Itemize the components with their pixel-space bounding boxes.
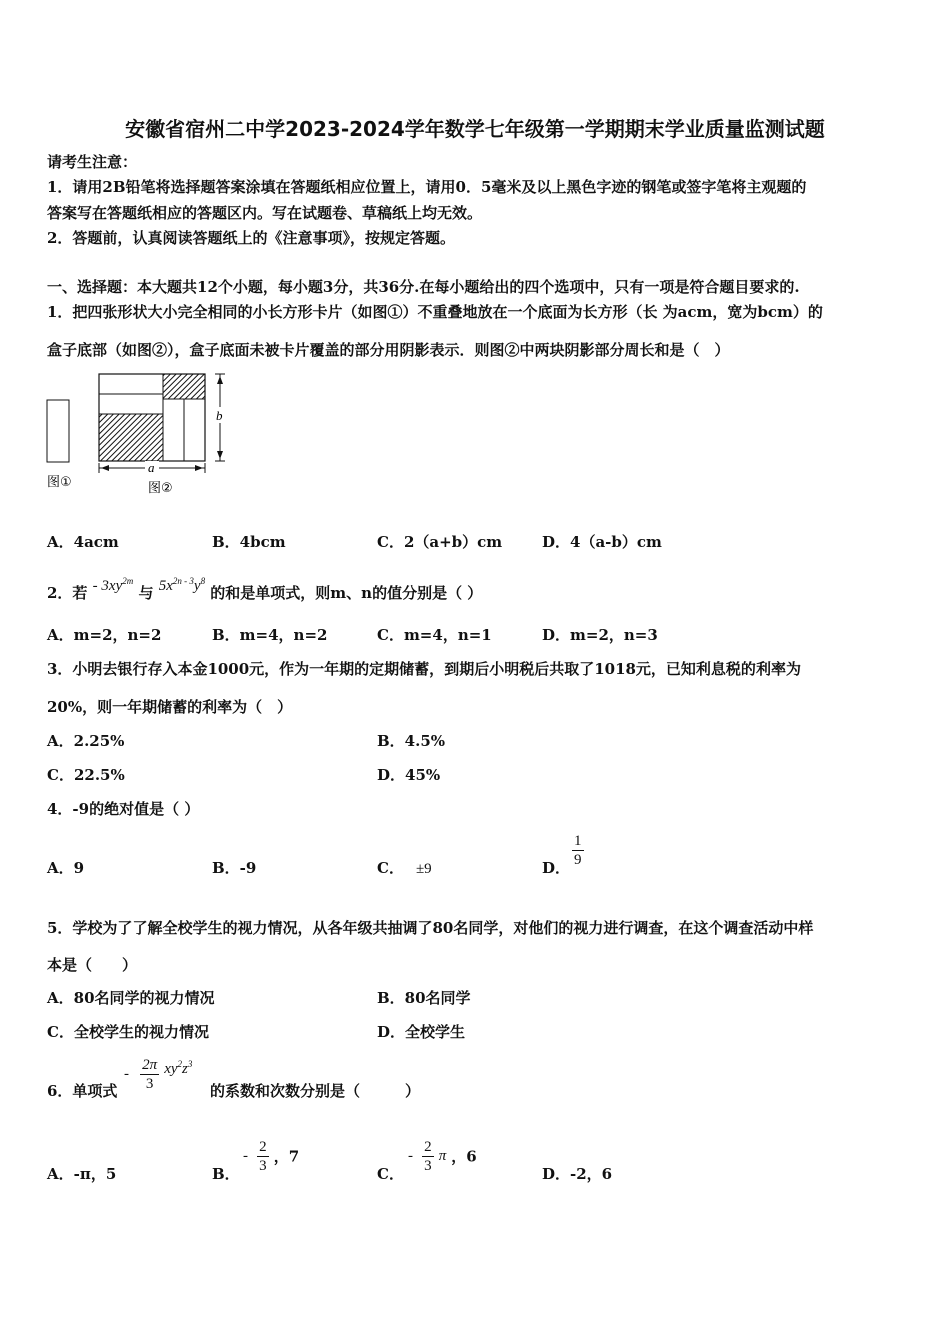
fig2-card-middle — [99, 394, 163, 414]
q3-text-line-2: 20%，则一年期储蓄的利率为（ ） — [47, 698, 293, 716]
q6-monomial: - $\frac{2\pi}{3}$ $xy^2z^3$ — [124, 1057, 193, 1092]
q2-suffix: 的和是单项式，则m、n的值分别是（ ） — [210, 584, 483, 602]
q2-option-a: A．m=2，n=2 — [47, 626, 162, 644]
q2-connector: 与 — [138, 584, 154, 602]
q5-option-a: A．80名同学的视力情况 — [47, 989, 215, 1007]
fig2-card-top — [99, 374, 163, 394]
q6-option-b-value: - $\frac{2}{3}$ ，7 — [243, 1139, 300, 1174]
q4-option-b: B．-9 — [212, 859, 257, 877]
q1-text-line-2: 盒子底部（如图②），盒子底面未被卡片覆盖的部分用阴影表示．则图②中两块阴影部分周长和是（ ） — [47, 341, 730, 359]
q6-option-b-label: B． — [212, 1165, 240, 1183]
q6-option-a: A．-π，5 — [47, 1165, 117, 1183]
q4-option-c: C． ±9 — [377, 859, 432, 877]
page-title: 安徽省宿州二中学2023-2024学年数学七年级第一学期期末学业质量监测试题 — [125, 117, 825, 141]
q1-option-a: A．4acm — [47, 533, 119, 551]
q2-option-d: D．m=2，n=3 — [542, 626, 658, 644]
q2-option-c: C．m=4，n=1 — [377, 626, 492, 644]
q2-option-b: B．m=4，n=2 — [212, 626, 328, 644]
q3-option-c: C．22.5% — [47, 766, 125, 784]
q4-option-d-fraction: $\frac{1}{9}$ — [574, 833, 582, 868]
q3-option-a: A．2.25% — [47, 732, 125, 750]
q6-option-c-value: - $\frac{2}{3}$ π ，6 — [408, 1139, 477, 1174]
q5-option-b: B．80名同学 — [377, 989, 471, 1007]
fig2-a-label: a — [148, 460, 155, 475]
q1-option-b: B．4bcm — [212, 533, 286, 551]
q4-question: 4．-9的绝对值是（ ） — [47, 800, 200, 818]
q2-term-1: - $3xy^{2m}$ — [92, 576, 134, 594]
q2-question — [47, 576, 483, 604]
q1-option-c: C．2（a+b）cm — [377, 533, 503, 551]
q3-option-d: D．45% — [377, 766, 441, 784]
fig1-card — [47, 400, 69, 462]
fig2-card-vertical-2 — [184, 399, 205, 461]
fig2-label: 图② — [148, 481, 173, 496]
notice-heading: 请考生注意： — [47, 153, 138, 171]
fig2-shade-left — [99, 414, 163, 461]
q6-suffix: 的系数和次数分别是（ ） — [210, 1082, 421, 1100]
notice-line-1b: 答案写在答题纸相应的答题区内。写在试题卷、草稿纸上均无效。 — [47, 204, 483, 222]
q3-text-line-1: 3．小明去银行存入本金1000元，作为一年期的定期储蓄，到期后小明税后共取了1018元，已知利息税的利率为 — [47, 660, 801, 678]
q1-text-line-1: 1．把四张形状大小完全相同的小长方形卡片（如图①）不重叠地放在一个底面为长方形（长 为acm，宽为bcm）的 — [47, 303, 823, 321]
q6-option-d: D．-2，6 — [542, 1165, 613, 1183]
q4-option-a: A．9 — [47, 859, 85, 877]
q5-option-c: C．全校学生的视力情况 — [47, 1023, 209, 1041]
q4-option-d: D． — [542, 859, 571, 877]
q6-option-c-label: C． — [377, 1165, 404, 1183]
fig2-card-vertical-1 — [163, 399, 184, 461]
fig1-label: 图① — [47, 475, 72, 490]
q2-term-2: $5x^{2n - 3}y^8$ — [158, 576, 206, 594]
fig2-shade-right — [163, 374, 205, 399]
q3-option-b: B．4.5% — [377, 732, 446, 750]
fig2-b-label: b — [216, 408, 223, 423]
q5-text-line-2: 本是（ ） — [47, 956, 138, 974]
q2-prefix: 2．若 — [47, 584, 88, 602]
q5-text-line-1: 5．学校为了了解全校学生的视力情况，从各年级共抽调了80名同学，对他们的视力进行调查，在这个调查活动中样 — [47, 919, 814, 937]
q1-option-d: D．4（a-b）cm — [542, 533, 662, 551]
notice-line-1: 1．请用2B铅笔将选择题答案涂填在答题纸相应位置上，请用0．5毫米及以上黑色字迹的钢笔或签字笔将主观题的 — [47, 178, 807, 196]
q6-prefix: 6．单项式 — [47, 1082, 118, 1100]
section-heading: 一、选择题：本大题共12个小题，每小题3分，共36分.在每小题给出的四个选项中，只有一项是符合题目要求的. — [47, 278, 800, 296]
q5-option-d: D．全校学生 — [377, 1023, 466, 1041]
q1-figure — [40, 368, 240, 498]
notice-line-2: 2．答题前，认真阅读答题纸上的《注意事项》，按规定答题。 — [47, 229, 455, 247]
